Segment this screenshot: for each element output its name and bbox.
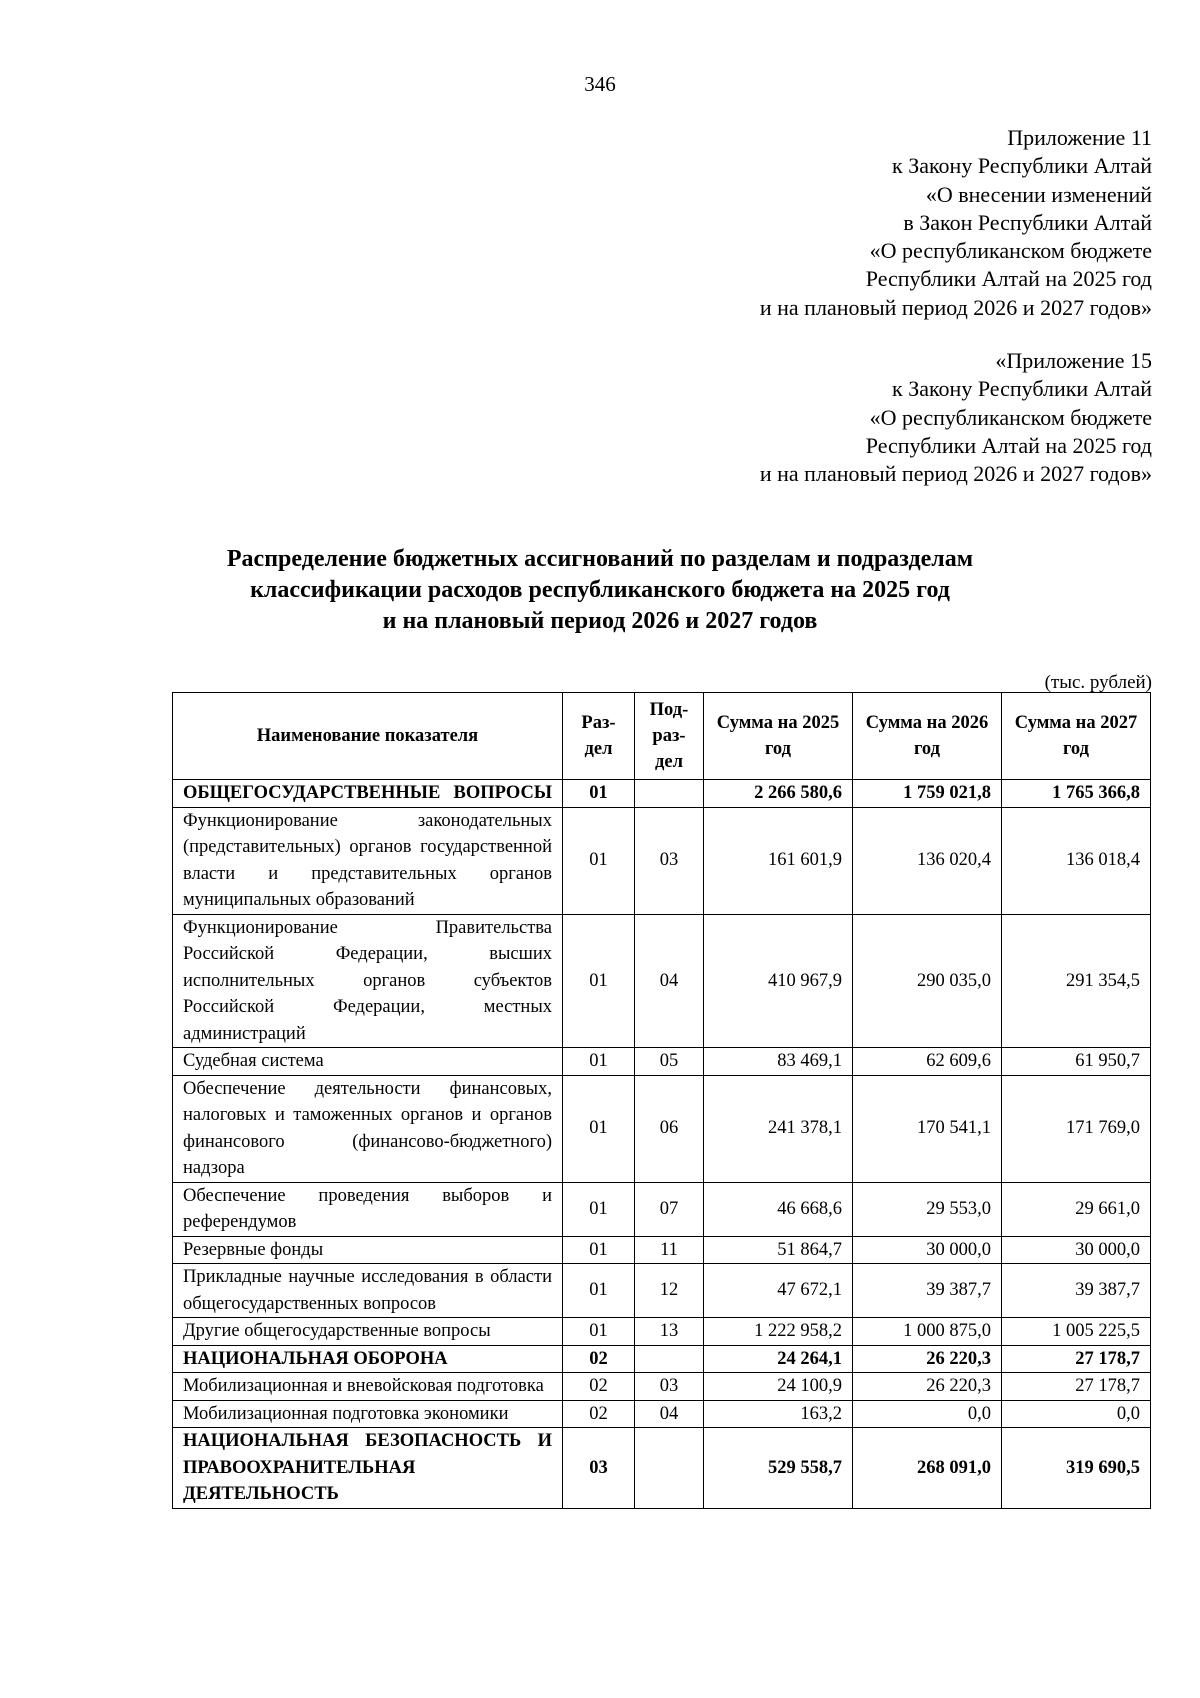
row-name: Прикладные научные исследования в области общегосударственных вопросов <box>173 1264 563 1318</box>
row-subsection: 04 <box>635 914 704 1048</box>
title-line: классификации расходов республиканского бюджета на 2025 год <box>250 577 950 603</box>
table-row <box>173 1264 1151 1318</box>
header-subsection: Под-раз-дел <box>635 693 704 780</box>
header-name: Наименование показателя <box>173 693 563 780</box>
row-subsection: 04 <box>635 1400 704 1428</box>
table-row <box>173 1075 1151 1182</box>
row-sum-2025: 47 672,1 <box>704 1264 853 1318</box>
row-section: 02 <box>563 1400 635 1428</box>
page-number: 346 <box>584 72 616 96</box>
row-sum-2026: 30 000,0 <box>853 1236 1002 1264</box>
row-sum-2026: 1 000 875,0 <box>853 1318 1002 1346</box>
row-subsection <box>635 1428 704 1509</box>
row-sum-2025: 529 558,7 <box>704 1428 853 1509</box>
header-section: Раз-дел <box>563 693 635 780</box>
annex-current-line: к Закону Республики Алтай <box>892 153 1152 179</box>
row-sum-2025: 2 266 580,6 <box>704 780 853 808</box>
row-sum-2027: 0,0 <box>1002 1400 1151 1428</box>
annex-original-line: «О республиканском бюджете <box>869 404 1152 430</box>
row-name: Другие общегосударственные вопросы <box>173 1318 563 1346</box>
annex-current-block <box>760 124 1152 322</box>
row-name: НАЦИОНАЛЬНАЯ ОБОРОНА <box>173 1345 563 1373</box>
row-sum-2025: 241 378,1 <box>704 1075 853 1182</box>
row-section: 01 <box>563 914 635 1048</box>
row-sum-2027: 1 005 225,5 <box>1002 1318 1151 1346</box>
annex-current-line: и на плановый период 2026 и 2027 годов» <box>759 294 1152 320</box>
row-sum-2026: 29 553,0 <box>853 1182 1002 1236</box>
row-sum-2027: 291 354,5 <box>1002 914 1151 1048</box>
row-section: 01 <box>563 780 635 808</box>
row-name: ОБЩЕГОСУДАРСТВЕННЫЕ ВОПРОСЫ <box>173 780 563 808</box>
row-sum-2027: 29 661,0 <box>1002 1182 1151 1236</box>
row-sum-2025: 46 668,6 <box>704 1182 853 1236</box>
row-subsection: 03 <box>635 1373 704 1401</box>
row-section: 01 <box>563 1075 635 1182</box>
table-row <box>173 1048 1151 1076</box>
annex-original-line: «Приложение 15 <box>995 348 1152 373</box>
row-sum-2026: 290 035,0 <box>853 914 1002 1048</box>
annex-current-line: Республики Алтай на 2025 год <box>865 266 1152 292</box>
row-name: Мобилизационная и вневойсковая подготовка <box>173 1373 563 1401</box>
row-section: 03 <box>563 1428 635 1509</box>
row-section: 02 <box>563 1373 635 1401</box>
row-subsection: 06 <box>635 1075 704 1182</box>
row-name: Обеспечение проведения выборов и референдумов <box>173 1182 563 1236</box>
row-name: Судебная система <box>173 1048 563 1076</box>
row-subsection: 12 <box>635 1264 704 1318</box>
table-body <box>173 780 1151 1509</box>
row-section: 01 <box>563 1236 635 1264</box>
row-sum-2027: 27 178,7 <box>1002 1373 1151 1401</box>
annex-original-line: к Закону Республики Алтай <box>892 376 1152 402</box>
row-subsection: 13 <box>635 1318 704 1346</box>
row-sum-2026: 0,0 <box>853 1400 1002 1428</box>
table-row <box>173 1318 1151 1346</box>
row-sum-2027: 30 000,0 <box>1002 1236 1151 1264</box>
row-name: Функционирование Правительства Российской Федерации, высших исполнительных органов субъектов Российской Федерации, местных администраций <box>173 914 563 1048</box>
table-header-row <box>173 693 1151 780</box>
row-name: Обеспечение деятельности финансовых, налоговых и таможенных органов и органов финансового (финансово-бюджетного) надзора <box>173 1075 563 1182</box>
row-name: НАЦИОНАЛЬНАЯ БЕЗОПАСНОСТЬ И ПРАВООХРАНИТЕЛЬНАЯ ДЕЯТЕЛЬНОСТЬ <box>173 1428 563 1509</box>
units-label: (тыс. рублей) <box>1044 672 1152 693</box>
table-row <box>173 1182 1151 1236</box>
header-sum-2026: Сумма на 2026 год <box>853 693 1002 780</box>
row-sum-2026: 1 759 021,8 <box>853 780 1002 808</box>
table-row <box>173 1400 1151 1428</box>
table-row <box>173 807 1151 914</box>
row-section: 02 <box>563 1345 635 1373</box>
annex-current-line: «О внесении изменений <box>925 181 1152 207</box>
annex-original-line: Республики Алтай на 2025 год <box>865 432 1152 458</box>
row-sum-2025: 163,2 <box>704 1400 853 1428</box>
row-sum-2025: 51 864,7 <box>704 1236 853 1264</box>
row-name: Мобилизационная подготовка экономики <box>173 1400 563 1428</box>
row-sum-2026: 136 020,4 <box>853 807 1002 914</box>
table-row <box>173 780 1151 808</box>
annex-original-block <box>760 347 1152 488</box>
header-sum-2027: Сумма на 2027 год <box>1002 693 1151 780</box>
table-row <box>173 1236 1151 1264</box>
row-sum-2027: 39 387,7 <box>1002 1264 1151 1318</box>
table-row <box>173 1428 1151 1509</box>
title-line: Распределение бюджетных ассигнований по разделам и подразделам <box>226 546 974 572</box>
row-section: 01 <box>563 807 635 914</box>
row-sum-2025: 410 967,9 <box>704 914 853 1048</box>
row-sum-2025: 1 222 958,2 <box>704 1318 853 1346</box>
row-subsection: 05 <box>635 1048 704 1076</box>
row-sum-2027: 171 769,0 <box>1002 1075 1151 1182</box>
row-sum-2026: 26 220,3 <box>853 1345 1002 1373</box>
row-subsection <box>635 780 704 808</box>
row-sum-2027: 27 178,7 <box>1002 1345 1151 1373</box>
annex-current-line: «О республиканском бюджете <box>869 238 1152 264</box>
table-row <box>173 914 1151 1048</box>
row-sum-2026: 62 609,6 <box>853 1048 1002 1076</box>
row-sum-2026: 39 387,7 <box>853 1264 1002 1318</box>
row-name: Функционирование законодательных (представительных) органов государственной власти и представительных органов муниципальных образований <box>173 807 563 914</box>
row-sum-2026: 26 220,3 <box>853 1373 1002 1401</box>
row-section: 01 <box>563 1318 635 1346</box>
row-subsection: 07 <box>635 1182 704 1236</box>
row-subsection: 03 <box>635 807 704 914</box>
row-sum-2027: 61 950,7 <box>1002 1048 1151 1076</box>
row-sum-2026: 268 091,0 <box>853 1428 1002 1509</box>
row-sum-2025: 24 264,1 <box>704 1345 853 1373</box>
header-sum-2025: Сумма на 2025 год <box>704 693 853 780</box>
row-section: 01 <box>563 1048 635 1076</box>
table-row <box>173 1373 1151 1401</box>
row-section: 01 <box>563 1264 635 1318</box>
annex-current-line: в Закон Республики Алтай <box>903 209 1152 235</box>
row-subsection: 11 <box>635 1236 704 1264</box>
row-sum-2025: 24 100,9 <box>704 1373 853 1401</box>
row-sum-2027: 319 690,5 <box>1002 1428 1151 1509</box>
title-line: и на плановый период 2026 и 2027 годов <box>382 608 818 634</box>
row-sum-2026: 170 541,1 <box>853 1075 1002 1182</box>
annex-current-line: Приложение 11 <box>1007 125 1152 150</box>
document-title <box>0 544 1200 637</box>
row-sum-2025: 83 469,1 <box>704 1048 853 1076</box>
table-row <box>173 1345 1151 1373</box>
row-sum-2025: 161 601,9 <box>704 807 853 914</box>
row-subsection <box>635 1345 704 1373</box>
annex-original-line: и на плановый период 2026 и 2027 годов» <box>759 461 1152 487</box>
row-section: 01 <box>563 1182 635 1236</box>
row-sum-2027: 136 018,4 <box>1002 807 1151 914</box>
budget-table <box>172 692 1151 1509</box>
row-sum-2027: 1 765 366,8 <box>1002 780 1151 808</box>
row-name: Резервные фонды <box>173 1236 563 1264</box>
